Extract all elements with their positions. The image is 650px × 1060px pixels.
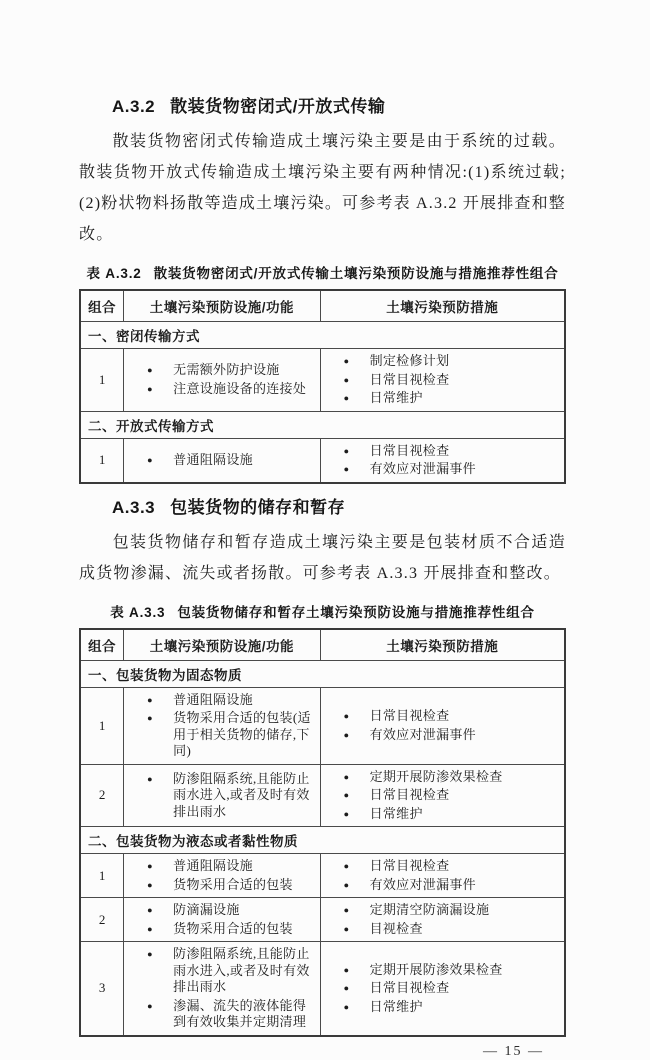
bullet-item — [321, 707, 562, 726]
bullet-item — [124, 770, 317, 822]
item-text: 定期开展防渗效果检查 — [369, 768, 503, 784]
item-text: 渗漏、流失的液体能得到有效收集并定期清理 — [173, 997, 307, 1029]
item-text: 有效应对泄漏事件 — [369, 461, 476, 476]
table-caption — [79, 262, 566, 282]
bullet-item — [124, 997, 317, 1032]
bullet-icon: ● — [343, 790, 349, 800]
column-header-combo: 组合 — [80, 629, 124, 661]
item-text: 货物采用合适的包装 — [173, 876, 293, 892]
facilities-cell — [124, 687, 320, 764]
table-row — [80, 687, 565, 764]
table-header-row — [80, 629, 565, 661]
group-title: 二、包装货物为液态或者黏性物质 — [80, 827, 565, 854]
bullet-item — [321, 460, 562, 479]
section-a33 — [79, 497, 566, 1037]
bullet-item — [321, 961, 562, 980]
bullet-item — [321, 371, 562, 390]
bullet-item — [124, 709, 317, 761]
column-header-combo: 组合 — [80, 290, 124, 322]
bullet-item — [321, 876, 562, 895]
item-text: 制定检修计划 — [369, 353, 450, 368]
bullet-icon: ● — [147, 905, 153, 915]
combo-cell: 3 — [80, 942, 124, 1036]
table-header-row — [80, 290, 565, 322]
column-header-measures: 土壤污染预防措施 — [320, 629, 565, 661]
prevention-table-a32 — [79, 289, 566, 484]
table-row — [80, 854, 565, 898]
item-text: 目视检查 — [369, 920, 423, 936]
measures-cell — [320, 687, 565, 764]
measures-cell — [320, 349, 565, 412]
bullet-item — [321, 786, 562, 805]
bullet-item — [124, 876, 317, 895]
bullet-icon: ● — [343, 808, 349, 819]
bullet-item — [124, 920, 317, 939]
bullet-icon: ● — [147, 923, 153, 934]
item-text: 注意设施设备的连接处 — [173, 380, 307, 396]
bullet-icon: ● — [147, 365, 153, 376]
table-caption-number: 表 A.3.3 — [110, 604, 166, 620]
section-heading — [112, 497, 566, 519]
combo-cell: 1 — [80, 438, 124, 483]
item-text: 有效应对泄漏事件 — [369, 876, 476, 892]
bullet-icon: ● — [343, 729, 349, 740]
combo-cell: 1 — [80, 854, 124, 898]
bullet-icon: ● — [343, 879, 349, 890]
bullet-icon: ● — [147, 1000, 153, 1011]
item-text: 日常维护 — [369, 390, 423, 405]
table-row — [80, 438, 565, 483]
bullet-icon: ● — [147, 713, 153, 723]
bullet-icon: ● — [343, 1001, 349, 1012]
bullet-icon: ● — [147, 383, 153, 394]
combo-cell: 1 — [80, 687, 124, 764]
combo-cell: 2 — [80, 764, 124, 827]
item-text: 防滴漏设施 — [173, 902, 240, 917]
item-text: 日常目视检查 — [369, 708, 450, 723]
bullet-icon: ● — [343, 861, 349, 871]
item-text: 日常维护 — [369, 998, 423, 1014]
group-header-row — [80, 660, 565, 687]
heading-title: 包装货物的储存和暂存 — [170, 497, 346, 517]
table-row — [80, 942, 565, 1036]
table-caption — [79, 601, 566, 621]
column-header-facilities: 土壤污染预防设施/功能 — [124, 290, 320, 322]
bullet-icon: ● — [147, 694, 153, 705]
bullet-icon: ● — [343, 356, 349, 366]
bullet-icon: ● — [147, 879, 153, 890]
item-text: 日常维护 — [369, 805, 423, 821]
bullet-icon: ● — [343, 445, 349, 456]
table-caption-title: 散装货物密闭式/开放式传输土壤污染预防设施与措施推荐性组合 — [153, 266, 559, 281]
item-text: 日常目视检查 — [369, 787, 450, 802]
bullet-icon: ● — [343, 964, 349, 975]
bullet-item — [124, 945, 317, 997]
section-a32 — [79, 96, 566, 484]
bullet-icon: ● — [343, 393, 349, 403]
bullet-icon: ● — [147, 454, 153, 465]
facilities-cell — [124, 942, 320, 1036]
bullet-item — [321, 805, 562, 824]
bullet-icon: ● — [147, 773, 153, 784]
item-text: 有效应对泄漏事件 — [369, 726, 476, 742]
measures-cell — [320, 854, 565, 898]
bullet-item — [321, 901, 562, 920]
bullet-item — [321, 726, 562, 745]
bullet-icon: ● — [343, 464, 349, 474]
item-text: 防渗阻隔系统,且能防止雨水进入,或者及时有效排出雨水 — [173, 770, 310, 819]
table-row — [80, 349, 565, 412]
item-text: 无需额外防护设施 — [173, 362, 280, 378]
heading-number: A.3.3 — [112, 497, 156, 517]
bullet-icon: ● — [343, 923, 349, 934]
section-heading — [112, 96, 566, 118]
item-text: 定期开展防渗效果检查 — [369, 961, 503, 977]
item-text: 普通阻隔设施 — [173, 691, 253, 707]
item-text: 普通阻隔设施 — [173, 451, 253, 467]
bullet-item — [321, 857, 562, 876]
facilities-cell — [124, 854, 320, 898]
bullet-icon: ● — [343, 711, 349, 721]
prevention-table-a33 — [79, 628, 566, 1037]
measures-cell — [320, 438, 565, 483]
bullet-item — [321, 442, 562, 461]
combo-cell: 1 — [80, 349, 124, 412]
bullet-item — [321, 768, 562, 787]
group-title: 一、包装货物为固态物质 — [80, 660, 565, 687]
item-text: 货物采用合适的包装 — [173, 920, 293, 936]
bullet-item — [124, 361, 317, 380]
section-paragraph: 包装货物储存和暂存造成土壤污染主要是包装材质不合适造成货物渗漏、流失或者扬散。可参考表 A.3.3 开展排查和整改。 — [79, 533, 566, 582]
item-text: 货物采用合适的包装(适用于相关货物的储存,下同) — [173, 710, 311, 758]
facilities-cell — [124, 764, 320, 827]
bullet-item — [321, 920, 562, 939]
item-text: 日常目视检查 — [369, 442, 450, 458]
bullet-item — [124, 451, 317, 470]
bullet-icon: ● — [343, 905, 349, 915]
group-header-row — [80, 827, 565, 854]
column-header-measures: 土壤污染预防措施 — [320, 290, 565, 322]
combo-cell: 2 — [80, 898, 124, 942]
table-row — [80, 764, 565, 827]
bullet-icon: ● — [147, 949, 153, 959]
bullet-icon: ● — [147, 861, 153, 871]
heading-number: A.3.2 — [112, 97, 156, 116]
group-title: 一、密闭传输方式 — [80, 322, 565, 349]
facilities-cell — [124, 349, 320, 412]
heading-title: 散装货物密闭式/开放式传输 — [170, 97, 386, 116]
section-paragraph: 散装货物密闭式传输造成土壤污染主要是由于系统的过载。散装货物开放式传输造成土壤污染主要有两种情况:(1)系统过载;(2)粉状物料扬散等造成土壤污染。可参考表 A.3.2 开展排查和整改。 — [79, 133, 567, 243]
bullet-icon: ● — [343, 374, 349, 385]
item-text: 日常目视检查 — [369, 980, 450, 995]
bullet-item — [321, 998, 562, 1017]
bullet-item — [124, 380, 317, 399]
bullet-item — [321, 389, 562, 408]
table-caption-title: 包装货物储存和暂存土壤污染预防设施与措施推荐性组合 — [177, 604, 535, 620]
bullet-item — [321, 352, 562, 371]
bullet-item — [321, 979, 562, 998]
measures-cell — [320, 764, 565, 827]
measures-cell — [320, 942, 565, 1036]
bullet-icon: ● — [343, 983, 349, 993]
group-header-row — [80, 322, 565, 349]
item-text: 普通阻隔设施 — [173, 858, 253, 873]
column-header-facilities: 土壤污染预防设施/功能 — [124, 629, 320, 661]
bullet-item — [124, 901, 317, 920]
table-caption-number: 表 A.3.2 — [86, 266, 142, 281]
page-number: — 15 — — [483, 1043, 544, 1059]
facilities-cell — [124, 438, 320, 483]
group-header-row — [80, 411, 565, 438]
bullet-icon: ● — [343, 771, 349, 782]
page-content — [79, 0, 566, 1060]
bullet-item — [124, 691, 317, 710]
bullet-item — [124, 857, 317, 876]
group-title: 二、开放式传输方式 — [80, 411, 565, 438]
item-text: 日常目视检查 — [369, 858, 450, 873]
item-text: 定期清空防滴漏设施 — [369, 902, 490, 917]
item-text: 日常目视检查 — [369, 371, 450, 387]
item-text: 防渗阻隔系统,且能防止雨水进入,或者及时有效排出雨水 — [173, 946, 310, 994]
